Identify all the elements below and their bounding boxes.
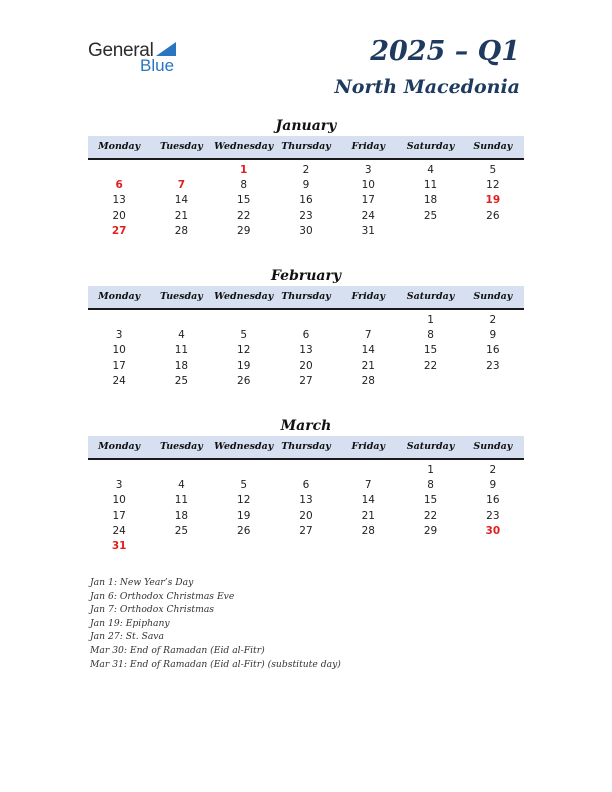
holiday-note: Mar 31: End of Ramadan (Eid al-Fitr) (substitute day) — [90, 658, 341, 670]
day-cell: 4 — [178, 329, 185, 342]
day-cell: 20 — [112, 209, 126, 222]
weekday-saturday: Saturday — [406, 141, 455, 152]
empty-day-cell — [88, 463, 150, 478]
day-cell: 16 — [486, 494, 500, 507]
day-cell: 2 — [489, 464, 497, 476]
empty-day-cell — [213, 539, 275, 554]
week-row — [88, 193, 524, 208]
day-cell: 1 — [427, 464, 434, 476]
day-cell: 13 — [112, 194, 126, 207]
holiday-day-cell: 1 — [240, 164, 248, 176]
empty-day-cell — [275, 539, 337, 554]
weekday-wednesday: Wednesday — [214, 291, 274, 302]
day-cell: 23 — [486, 509, 500, 522]
day-cell: 22 — [423, 509, 438, 522]
day-cell: 12 — [237, 344, 251, 357]
empty-day-cell — [150, 163, 212, 178]
day-cell: 5 — [240, 479, 248, 492]
holiday-note: Jan 19: Epiphany — [90, 617, 170, 629]
weekday-saturday: Saturday — [406, 291, 455, 302]
day-cell: 22 — [423, 359, 438, 372]
week-row — [88, 493, 524, 508]
empty-day-cell — [275, 463, 337, 478]
week-row — [88, 509, 524, 524]
day-cell: 27 — [299, 374, 313, 387]
day-cell: 2 — [302, 164, 310, 176]
empty-day-cell — [150, 463, 212, 478]
holiday-note: Jan 6: Orthodox Christmas Eve — [90, 590, 235, 602]
week-row — [88, 178, 524, 193]
day-cell: 30 — [299, 224, 313, 237]
day-cell: 22 — [237, 209, 251, 222]
day-cell: 13 — [299, 494, 313, 507]
weekday-monday: Monday — [98, 291, 141, 302]
day-cell: 26 — [486, 209, 500, 222]
day-cell: 26 — [237, 374, 251, 387]
day-cell: 4 — [427, 164, 434, 176]
weekday-sunday: Sunday — [473, 141, 513, 152]
day-cell: 24 — [112, 374, 126, 387]
empty-day-cell — [337, 463, 399, 478]
holiday-note: Mar 30: End of Ramadan (Eid al-Fitr) — [90, 644, 265, 656]
day-cell: 21 — [174, 209, 189, 222]
month-name: March — [280, 418, 332, 434]
holiday-day-cell: 27 — [111, 224, 127, 237]
day-cell: 7 — [364, 479, 372, 492]
weekday-thursday: Thursday — [281, 291, 331, 302]
weekday-sunday: Sunday — [473, 441, 513, 452]
month-january — [88, 116, 524, 239]
day-cell: 25 — [423, 209, 438, 222]
day-cell: 12 — [237, 494, 251, 507]
empty-day-cell — [150, 313, 212, 328]
day-cell: 23 — [486, 359, 500, 372]
day-cell: 21 — [361, 359, 375, 372]
day-cell: 7 — [364, 329, 372, 342]
month-march — [88, 416, 524, 554]
day-cell: 25 — [174, 524, 189, 537]
logo-text-general: General — [88, 40, 154, 61]
day-cell: 4 — [178, 479, 185, 492]
day-cell: 3 — [364, 164, 372, 176]
day-cell: 24 — [112, 524, 126, 537]
week-row — [88, 224, 524, 239]
weekday-header-row — [88, 286, 524, 310]
day-cell: 18 — [174, 359, 189, 372]
day-cell: 25 — [174, 374, 189, 387]
day-cell: 6 — [302, 329, 310, 342]
holiday-notes — [90, 576, 341, 671]
holiday-day-cell: 19 — [485, 194, 501, 207]
week-row — [88, 463, 524, 478]
weekday-sunday: Sunday — [473, 291, 513, 302]
day-cell: 5 — [240, 329, 248, 342]
logo-text-blue: Blue — [140, 56, 175, 75]
empty-day-cell — [88, 313, 150, 328]
weekday-wednesday: Wednesday — [214, 441, 274, 452]
day-cell: 5 — [489, 164, 497, 176]
empty-day-cell — [399, 539, 461, 554]
day-cell: 10 — [112, 344, 126, 357]
week-row — [88, 524, 524, 539]
weekday-saturday: Saturday — [406, 441, 455, 452]
day-cell: 16 — [299, 194, 313, 207]
month-name: January — [275, 118, 337, 134]
month-february — [88, 266, 524, 389]
day-cell: 3 — [115, 479, 123, 492]
day-cell: 26 — [237, 524, 251, 537]
day-cell: 17 — [112, 509, 126, 522]
day-cell: 15 — [423, 494, 438, 507]
week-row — [88, 359, 524, 374]
logo-triangle-icon — [156, 42, 176, 56]
day-cell: 6 — [302, 479, 310, 492]
day-cell: 11 — [174, 344, 189, 357]
day-cell: 3 — [115, 329, 123, 342]
empty-day-cell — [462, 374, 524, 389]
weekday-friday: Friday — [351, 291, 386, 302]
weekday-monday: Monday — [98, 141, 141, 152]
day-cell: 31 — [361, 224, 375, 237]
holiday-day-cell: 7 — [177, 179, 186, 192]
day-cell: 19 — [237, 359, 251, 372]
day-cell: 17 — [361, 194, 375, 207]
holiday-note: Jan 27: St. Sava — [90, 631, 164, 643]
weekday-header-row — [88, 436, 524, 460]
day-cell: 9 — [489, 479, 497, 492]
day-cell: 24 — [361, 209, 375, 222]
day-cell: 9 — [489, 329, 497, 342]
day-cell: 8 — [427, 329, 434, 342]
weekday-friday: Friday — [351, 141, 386, 152]
page-title: 2025 – Q1 — [370, 36, 520, 67]
day-cell: 27 — [299, 524, 313, 537]
week-row — [88, 163, 524, 178]
empty-day-cell — [399, 224, 461, 239]
day-cell: 9 — [302, 179, 310, 192]
holiday-day-cell: 6 — [115, 179, 123, 192]
week-row — [88, 478, 524, 493]
day-cell: 28 — [174, 224, 189, 237]
weekday-tuesday: Tuesday — [160, 441, 203, 452]
empty-day-cell — [462, 224, 524, 239]
day-cell: 1 — [427, 314, 434, 326]
weekday-tuesday: Tuesday — [160, 291, 203, 302]
day-cell: 16 — [486, 344, 500, 357]
day-cell: 19 — [237, 509, 251, 522]
day-cell: 11 — [174, 494, 189, 507]
day-cell: 18 — [174, 509, 189, 522]
holiday-note: Jan 1: New Year’s Day — [90, 577, 194, 588]
weekday-monday: Monday — [98, 441, 141, 452]
day-cell: 10 — [112, 494, 126, 507]
empty-day-cell — [275, 313, 337, 328]
day-cell: 14 — [174, 194, 189, 207]
empty-day-cell — [337, 539, 399, 554]
day-cell: 15 — [237, 194, 251, 207]
day-cell: 20 — [299, 359, 313, 372]
month-name: February — [270, 268, 341, 284]
day-cell: 17 — [112, 359, 126, 372]
empty-day-cell — [462, 539, 524, 554]
day-cell: 14 — [361, 344, 375, 357]
day-cell: 2 — [489, 314, 497, 326]
day-cell: 28 — [361, 524, 375, 537]
week-row — [88, 313, 524, 328]
weekday-wednesday: Wednesday — [214, 141, 274, 152]
day-cell: 15 — [423, 344, 438, 357]
day-cell: 29 — [423, 524, 438, 537]
country-name: North Macedonia — [334, 76, 520, 98]
day-cell: 8 — [427, 479, 434, 492]
empty-day-cell — [213, 463, 275, 478]
day-cell: 28 — [361, 374, 375, 387]
weekday-header-row — [88, 136, 524, 160]
day-cell: 12 — [486, 179, 500, 192]
day-cell: 11 — [423, 179, 438, 192]
week-row — [88, 539, 524, 554]
empty-day-cell — [213, 313, 275, 328]
day-cell: 10 — [361, 179, 375, 192]
day-cell: 14 — [361, 494, 375, 507]
day-cell: 29 — [237, 224, 251, 237]
day-cell: 8 — [240, 179, 248, 192]
day-cell: 23 — [299, 209, 313, 222]
holiday-day-cell: 31 — [111, 539, 127, 552]
weekday-thursday: Thursday — [281, 141, 331, 152]
empty-day-cell — [337, 313, 399, 328]
week-row — [88, 343, 524, 358]
week-row — [88, 209, 524, 224]
holiday-day-cell: 30 — [485, 524, 501, 537]
weekday-thursday: Thursday — [281, 441, 331, 452]
week-row — [88, 328, 524, 343]
empty-day-cell — [150, 539, 212, 554]
empty-day-cell — [88, 163, 150, 178]
day-cell: 21 — [361, 509, 375, 522]
weekday-tuesday: Tuesday — [160, 141, 203, 152]
day-cell: 13 — [299, 344, 313, 357]
holiday-note: Jan 7: Orthodox Christmas — [90, 604, 215, 616]
logo — [88, 40, 188, 76]
empty-day-cell — [399, 374, 461, 389]
day-cell: 18 — [423, 194, 438, 207]
week-row — [88, 374, 524, 389]
weekday-friday: Friday — [351, 441, 386, 452]
day-cell: 20 — [299, 509, 313, 522]
